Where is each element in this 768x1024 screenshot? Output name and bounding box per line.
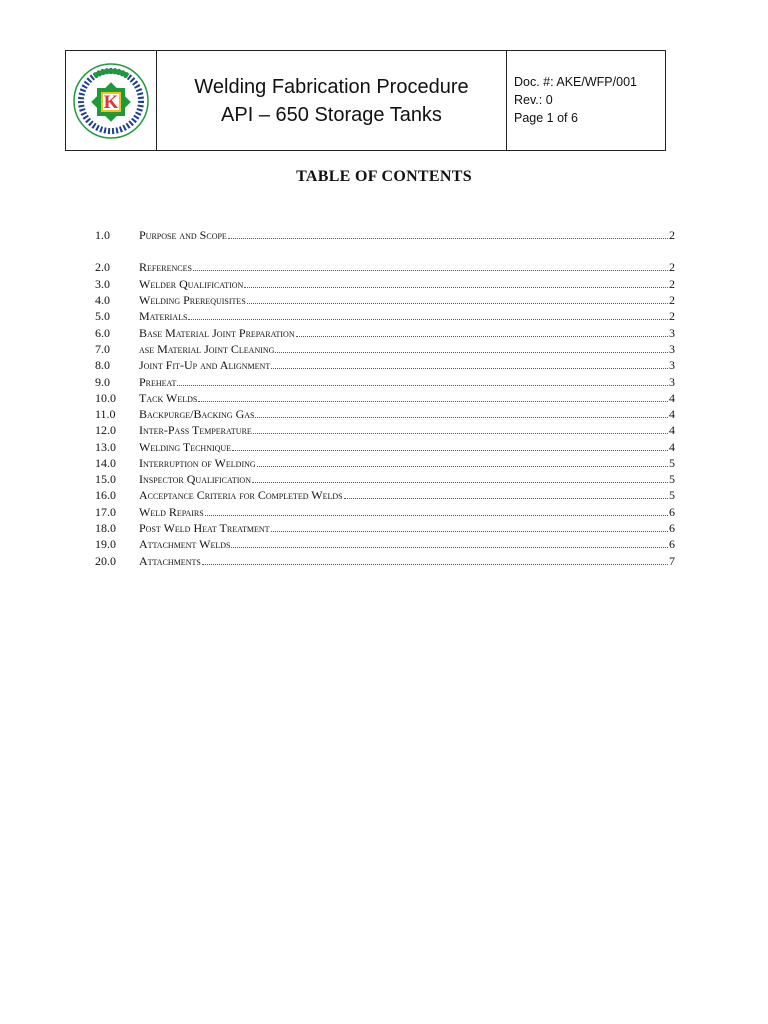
toc-leader-dots xyxy=(253,432,668,434)
toc-entry-page: 3 xyxy=(669,375,675,389)
toc-leader-dots xyxy=(232,449,668,451)
toc-entry-page: 4 xyxy=(669,391,675,405)
toc-entry-number: 4.0 xyxy=(95,293,110,307)
toc-entry-number: 18.0 xyxy=(95,521,116,535)
toc-entry-title: Materials xyxy=(139,309,188,323)
toc-entry-page: 4 xyxy=(669,423,675,437)
toc-entry-page: 2 xyxy=(669,228,675,242)
logo-letter: K xyxy=(103,91,119,113)
toc-entry-title: Welder Qualification xyxy=(139,277,244,291)
toc-entry-title: Welding Prerequisites xyxy=(139,293,246,307)
toc-leader-dots xyxy=(255,416,668,418)
toc-entry-page: 5 xyxy=(669,456,675,470)
toc-entry[interactable] xyxy=(95,519,675,535)
toc-leader-dots xyxy=(275,351,668,353)
toc-leader-dots xyxy=(252,481,668,483)
toc-entry-number: 20.0 xyxy=(95,554,116,568)
company-logo-icon xyxy=(72,62,150,140)
toc-leader-dots xyxy=(228,237,668,239)
toc-entry-title: Interruption of Welding xyxy=(139,456,256,470)
toc-entry-page: 2 xyxy=(669,277,675,291)
toc-entry-page: 6 xyxy=(669,521,675,535)
toc-entry-number: 13.0 xyxy=(95,440,116,454)
toc-entry-title: Weld Repairs xyxy=(139,505,204,519)
toc-entry-page: 3 xyxy=(669,326,675,340)
toc-entry[interactable] xyxy=(95,291,675,307)
document-title: Welding Fabrication Procedure xyxy=(194,75,469,98)
toc-entry-page: 2 xyxy=(669,260,675,274)
toc-leader-dots xyxy=(231,546,668,548)
toc-entry-number: 9.0 xyxy=(95,375,110,389)
toc-entry-title: Post Weld Heat Treatment xyxy=(139,521,270,535)
document-header xyxy=(65,50,666,151)
toc-entry-page: 6 xyxy=(669,505,675,519)
toc-entry[interactable] xyxy=(95,552,675,568)
toc-entry-page: 2 xyxy=(669,293,675,307)
toc-entry[interactable] xyxy=(95,454,675,470)
toc-leader-dots xyxy=(247,302,668,304)
toc-entry[interactable] xyxy=(95,486,675,502)
revision: Rev.: 0 xyxy=(514,93,553,107)
meta-cell xyxy=(507,51,665,150)
toc-entry-page: 5 xyxy=(669,488,675,502)
toc-leader-dots xyxy=(271,367,668,369)
toc-entry-number: 11.0 xyxy=(95,407,116,421)
toc-entry-number: 3.0 xyxy=(95,277,110,291)
toc-entry[interactable] xyxy=(95,356,675,372)
toc-entry-title: Backpurge/Backing Gas xyxy=(139,407,255,421)
logo-cell xyxy=(66,51,157,150)
toc-entry[interactable] xyxy=(95,470,675,486)
toc-entry[interactable] xyxy=(95,535,675,551)
toc-entry-title: References xyxy=(139,260,192,274)
toc-leader-dots xyxy=(296,335,668,337)
toc-entry[interactable] xyxy=(95,438,675,454)
toc-entry-title: ase Material Joint Cleaning xyxy=(139,342,275,356)
toc-entry[interactable] xyxy=(95,373,675,389)
toc-entry-page: 2 xyxy=(669,309,675,323)
toc-leader-dots xyxy=(344,497,668,499)
toc-entry[interactable] xyxy=(95,307,675,323)
toc-entry-page: 6 xyxy=(669,537,675,551)
toc-entry-number: 1.0 xyxy=(95,228,110,242)
toc-entry[interactable] xyxy=(95,340,675,356)
toc-entry[interactable] xyxy=(95,389,675,405)
toc-entry-number: 6.0 xyxy=(95,326,110,340)
toc-entry-title: Acceptance Criteria for Completed Welds xyxy=(139,488,343,502)
toc-entry-title: Base Material Joint Preparation xyxy=(139,326,295,340)
toc-entry-number: 16.0 xyxy=(95,488,116,502)
toc-entry-number: 19.0 xyxy=(95,537,116,551)
toc-entry[interactable] xyxy=(95,226,675,242)
doc-number: Doc. #: AKE/WFP/001 xyxy=(514,75,637,89)
toc-entry[interactable] xyxy=(95,405,675,421)
toc-entry[interactable] xyxy=(95,275,675,291)
toc-entry-title: Tack Welds xyxy=(139,391,198,405)
toc-entry[interactable] xyxy=(95,421,675,437)
toc-entry-number: 5.0 xyxy=(95,309,110,323)
toc-entry-page: 3 xyxy=(669,342,675,356)
toc-entry-page: 7 xyxy=(669,554,675,568)
toc-leader-dots xyxy=(257,465,668,467)
toc-entry-title: Inspector Qualification xyxy=(139,472,251,486)
toc-entry-number: 8.0 xyxy=(95,358,110,372)
toc-entry-page: 4 xyxy=(669,407,675,421)
toc-leader-dots xyxy=(193,269,668,271)
toc-entry-title: Inter-Pass Temperature xyxy=(139,423,252,437)
toc-entry-number: 2.0 xyxy=(95,260,110,274)
toc-entry-title: Joint Fit-Up and Alignment xyxy=(139,358,271,372)
toc-entry-number: 15.0 xyxy=(95,472,116,486)
toc-leader-dots xyxy=(205,514,668,516)
toc-entry-number: 10.0 xyxy=(95,391,116,405)
toc-entry[interactable] xyxy=(95,324,675,340)
toc-entry-number: 7.0 xyxy=(95,342,110,356)
toc-heading: TABLE OF CONTENTS xyxy=(296,168,472,185)
toc-entry-title: Attachment Welds xyxy=(139,537,231,551)
toc-entry-title: Attachments xyxy=(139,554,201,568)
toc-entry-page: 4 xyxy=(669,440,675,454)
toc-entry-number: 14.0 xyxy=(95,456,116,470)
toc-leader-dots xyxy=(244,286,668,288)
toc-entry-page: 5 xyxy=(669,472,675,486)
toc-entry-title: Purpose and Scope xyxy=(139,228,227,242)
toc-entry-number: 17.0 xyxy=(95,505,116,519)
toc-entry[interactable] xyxy=(95,503,675,519)
title-cell xyxy=(157,51,507,150)
toc-leader-dots xyxy=(177,384,668,386)
toc-leader-dots xyxy=(202,563,668,565)
toc-leader-dots xyxy=(271,530,668,532)
toc-leader-dots xyxy=(188,318,668,320)
page-number: Page 1 of 6 xyxy=(514,111,578,125)
document-subtitle: API – 650 Storage Tanks xyxy=(221,103,442,126)
toc-leader-dots xyxy=(198,400,668,402)
toc-entry[interactable] xyxy=(95,258,675,274)
toc-entry-title: Preheat xyxy=(139,375,177,389)
toc-entry-number: 12.0 xyxy=(95,423,116,437)
toc-entry-title: Welding Technique xyxy=(139,440,232,454)
toc-entry-page: 3 xyxy=(669,358,675,372)
